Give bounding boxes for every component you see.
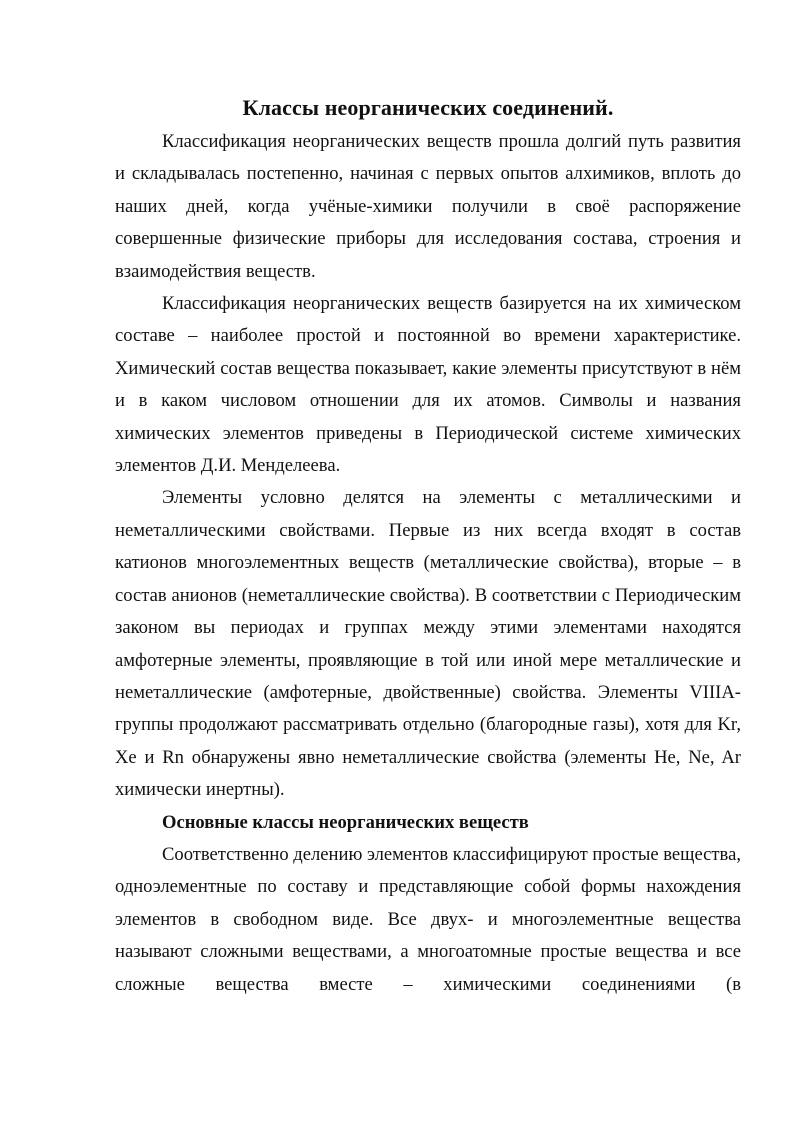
- section-subheading: Основные классы неорганических веществ: [162, 811, 529, 833]
- document-page: [115, 92, 741, 1001]
- paragraph-elements: Элементы условно делятся на элементы с металлическими и неметаллическими свойствами. Первые из них всегда входят в состав катионов многоэлементных веществ (металлические свойства), вторые – в состав анионов (неметаллические свойства). В соответствии с Периодическим законом вы периодах и группах между этими элементами находятся амфотерные элементы, проявляющие в той или иной мере металлические и неметаллические (амфотерные, двойственные) свойства. Элементы VIIIA-группы продолжают рассматривать отдельно (благородные газы), хотя для Kr, Xe и Rn обнаружены явно неметаллические свойства (элементы He, Ne, Ar химически инертны).: [115, 487, 741, 801]
- paragraph-history: Классификация неорганических веществ прошла долгий путь развития и складывалась постепенно, начиная с первых опытов алхимиков, вплоть до наших дней, когда учёные-химики получили в своё распоряжение совершенные физические приборы для исследования состава, строения и взаимодействия веществ.: [115, 131, 741, 282]
- paragraph-composition: Классификация неорганических веществ базируется на их химическом составе – наиболее простой и постоянной во времени характеристике. Химический состав вещества показывает, какие элементы присутствуют в нём и в каком числовом отношении для их атомов. Символы и названия химических элементов приведены в Периодической системе химических элементов Д.И. Менделеева.: [115, 293, 741, 477]
- paragraph-classes: Соответственно делению элементов классифицируют простые вещества, одноэлементные по составу и представляющие собой формы нахождения элементов в свободном виде. Все двух- и многоэлементные вещества называют сложными веществами, а многоатомные простые вещества и все сложные вещества вместе – химическими соединениями (в: [115, 843, 741, 995]
- document-title: Классы неорганических соединений.: [242, 95, 614, 120]
